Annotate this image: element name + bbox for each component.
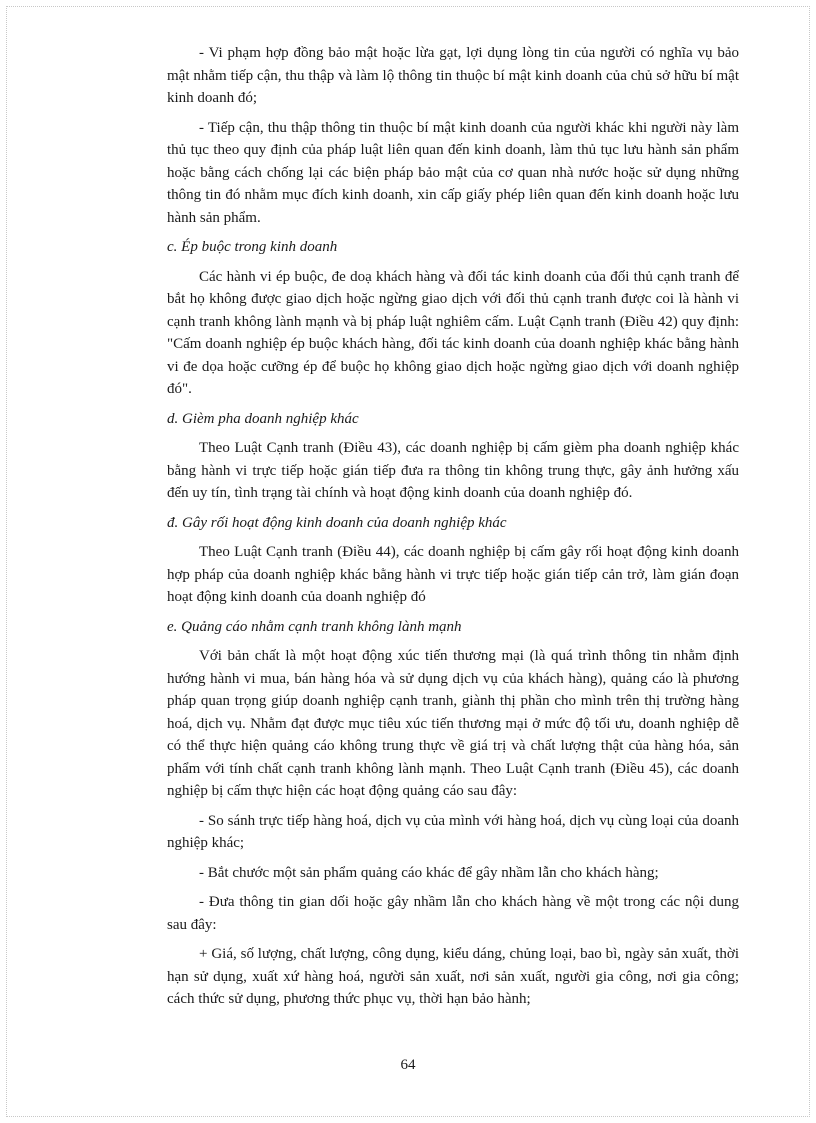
paragraph — [167, 810, 739, 855]
paragraph — [167, 117, 739, 230]
paragraph-text: Theo Luật Cạnh tranh (Điều 43), các doanh nghiệp bị cấm gièm pha doanh nghiệp khác bằng hành vi trực tiếp hoặc gián tiếp đưa ra thông tin không trung thực, gây ảnh hưởng xấu đến uy tín, tình trạng tài chính và hoạt động kinh doanh của doanh nghiệp đó. — [167, 440, 739, 501]
section-heading: d. Gièm pha doanh nghiệp khác — [167, 410, 359, 427]
paragraph-text: - Đưa thông tin gian dối hoặc gây nhầm lẫn cho khách hàng về một trong các nội dung sau đây: — [167, 894, 739, 933]
paragraph — [167, 42, 739, 110]
section-heading: e. Quảng cáo nhằm cạnh tranh không lành mạnh — [167, 618, 462, 635]
paragraph-text: - So sánh trực tiếp hàng hoá, dịch vụ của mình với hàng hoá, dịch vụ cùng loại của doanh nghiệp khác; — [167, 812, 739, 851]
paragraph — [167, 437, 739, 505]
paragraph-text: + Giá, số lượng, chất lượng, công dụng, kiểu dáng, chủng loại, bao bì, ngày sản xuất, thời hạn sử dụng, xuất xứ hàng hoá, người sản xuất, nơi sản xuất, người gia công, nơi gia công; cách thức sử dụng, phương thức phục vụ, thời hạn bảo hành; — [167, 946, 739, 1007]
paragraph-text: Theo Luật Cạnh tranh (Điều 44), các doanh nghiệp bị cấm gây rối hoạt động kinh doanh hợp pháp của doanh nghiệp khác bằng hành vi trực tiếp hoặc gián tiếp cản trở, làm gián đoạn hoạt động kinh doanh của doanh nghiệp đó — [167, 544, 739, 605]
paragraph — [167, 862, 739, 885]
page-number: 64 — [400, 1057, 416, 1073]
paragraph-text: Các hành vi ép buộc, đe doạ khách hàng và đối tác kinh doanh của đối thủ cạnh tranh để bắt họ không được giao dịch hoặc ngừng giao dịch với đối thủ cạnh tranh được coi là hành vi cạnh tranh không lành mạnh và bị pháp luật nghiêm cấm. Luật Cạnh tranh (Điều 42) quy định: "Cấm doanh nghiệp ép buộc khách hàng, đối tác kinh doanh của doanh nghiệp khác bằng hành vi đe dọa hoặc cưỡng ép để buộc họ không giao dịch hoặc ngừng giao dịch với doanh nghiệp đó". — [167, 268, 739, 397]
paragraph — [167, 891, 739, 936]
paragraph — [167, 943, 739, 1011]
paragraph — [167, 541, 739, 609]
paragraph-text: Với bản chất là một hoạt động xúc tiến thương mại (là quá trình thông tin nhằm định hướng hành vi mua, bán hàng hóa và sử dụng dịch vụ của khách hàng), quảng cáo là phương pháp quan trọng giúp doanh nghiệp cạnh tranh, giành thị phần cho mình trên thị trường hàng hoá, dịch vụ. Nhằm đạt được mục tiêu xúc tiến thương mại ở mức độ tối ưu, doanh nghiệp dễ có thể thực hiện quảng cáo không trung thực về giá trị và chất lượng thật của hàng hóa, sản phẩm với tính chất cạnh tranh không lành mạnh. Theo Luật Cạnh tranh (Điều 45), các doanh nghiệp bị cấm thực hiện các hoạt động quảng cáo sau đây: — [167, 648, 739, 799]
paragraph-text: - Tiếp cận, thu thập thông tin thuộc bí mật kinh doanh của người khác khi người này làm thủ tục theo quy định của pháp luật liên quan đến kinh doanh, làm thủ tục lưu hành sản phẩm hoặc bằng cách chống lại các biện pháp bảo mật của cơ quan nhà nước hoặc sử dụng những thông tin đó nhằm mục đích kinh doanh, xin cấp giấy phép liên quan đến kinh doanh hoặc lưu hành sản phẩm. — [167, 119, 739, 226]
paragraph — [167, 266, 739, 401]
paragraph-text: - Vi phạm hợp đồng bảo mật hoặc lừa gạt, lợi dụng lòng tin của người có nghĩa vụ bảo mật nhằm tiếp cận, thu thập và làm lộ thông tin thuộc bí mật kinh doanh của chủ sở hữu bí mật kinh doanh đó; — [167, 45, 739, 106]
paragraph — [167, 645, 739, 803]
document-body — [167, 42, 739, 1018]
paragraph-text: - Bắt chước một sản phẩm quảng cáo khác để gây nhầm lẫn cho khách hàng; — [199, 864, 659, 881]
section-heading: đ. Gây rối hoạt động kinh doanh của doanh nghiệp khác — [167, 514, 507, 531]
section-heading: c. Ép buộc trong kinh doanh — [167, 239, 338, 255]
